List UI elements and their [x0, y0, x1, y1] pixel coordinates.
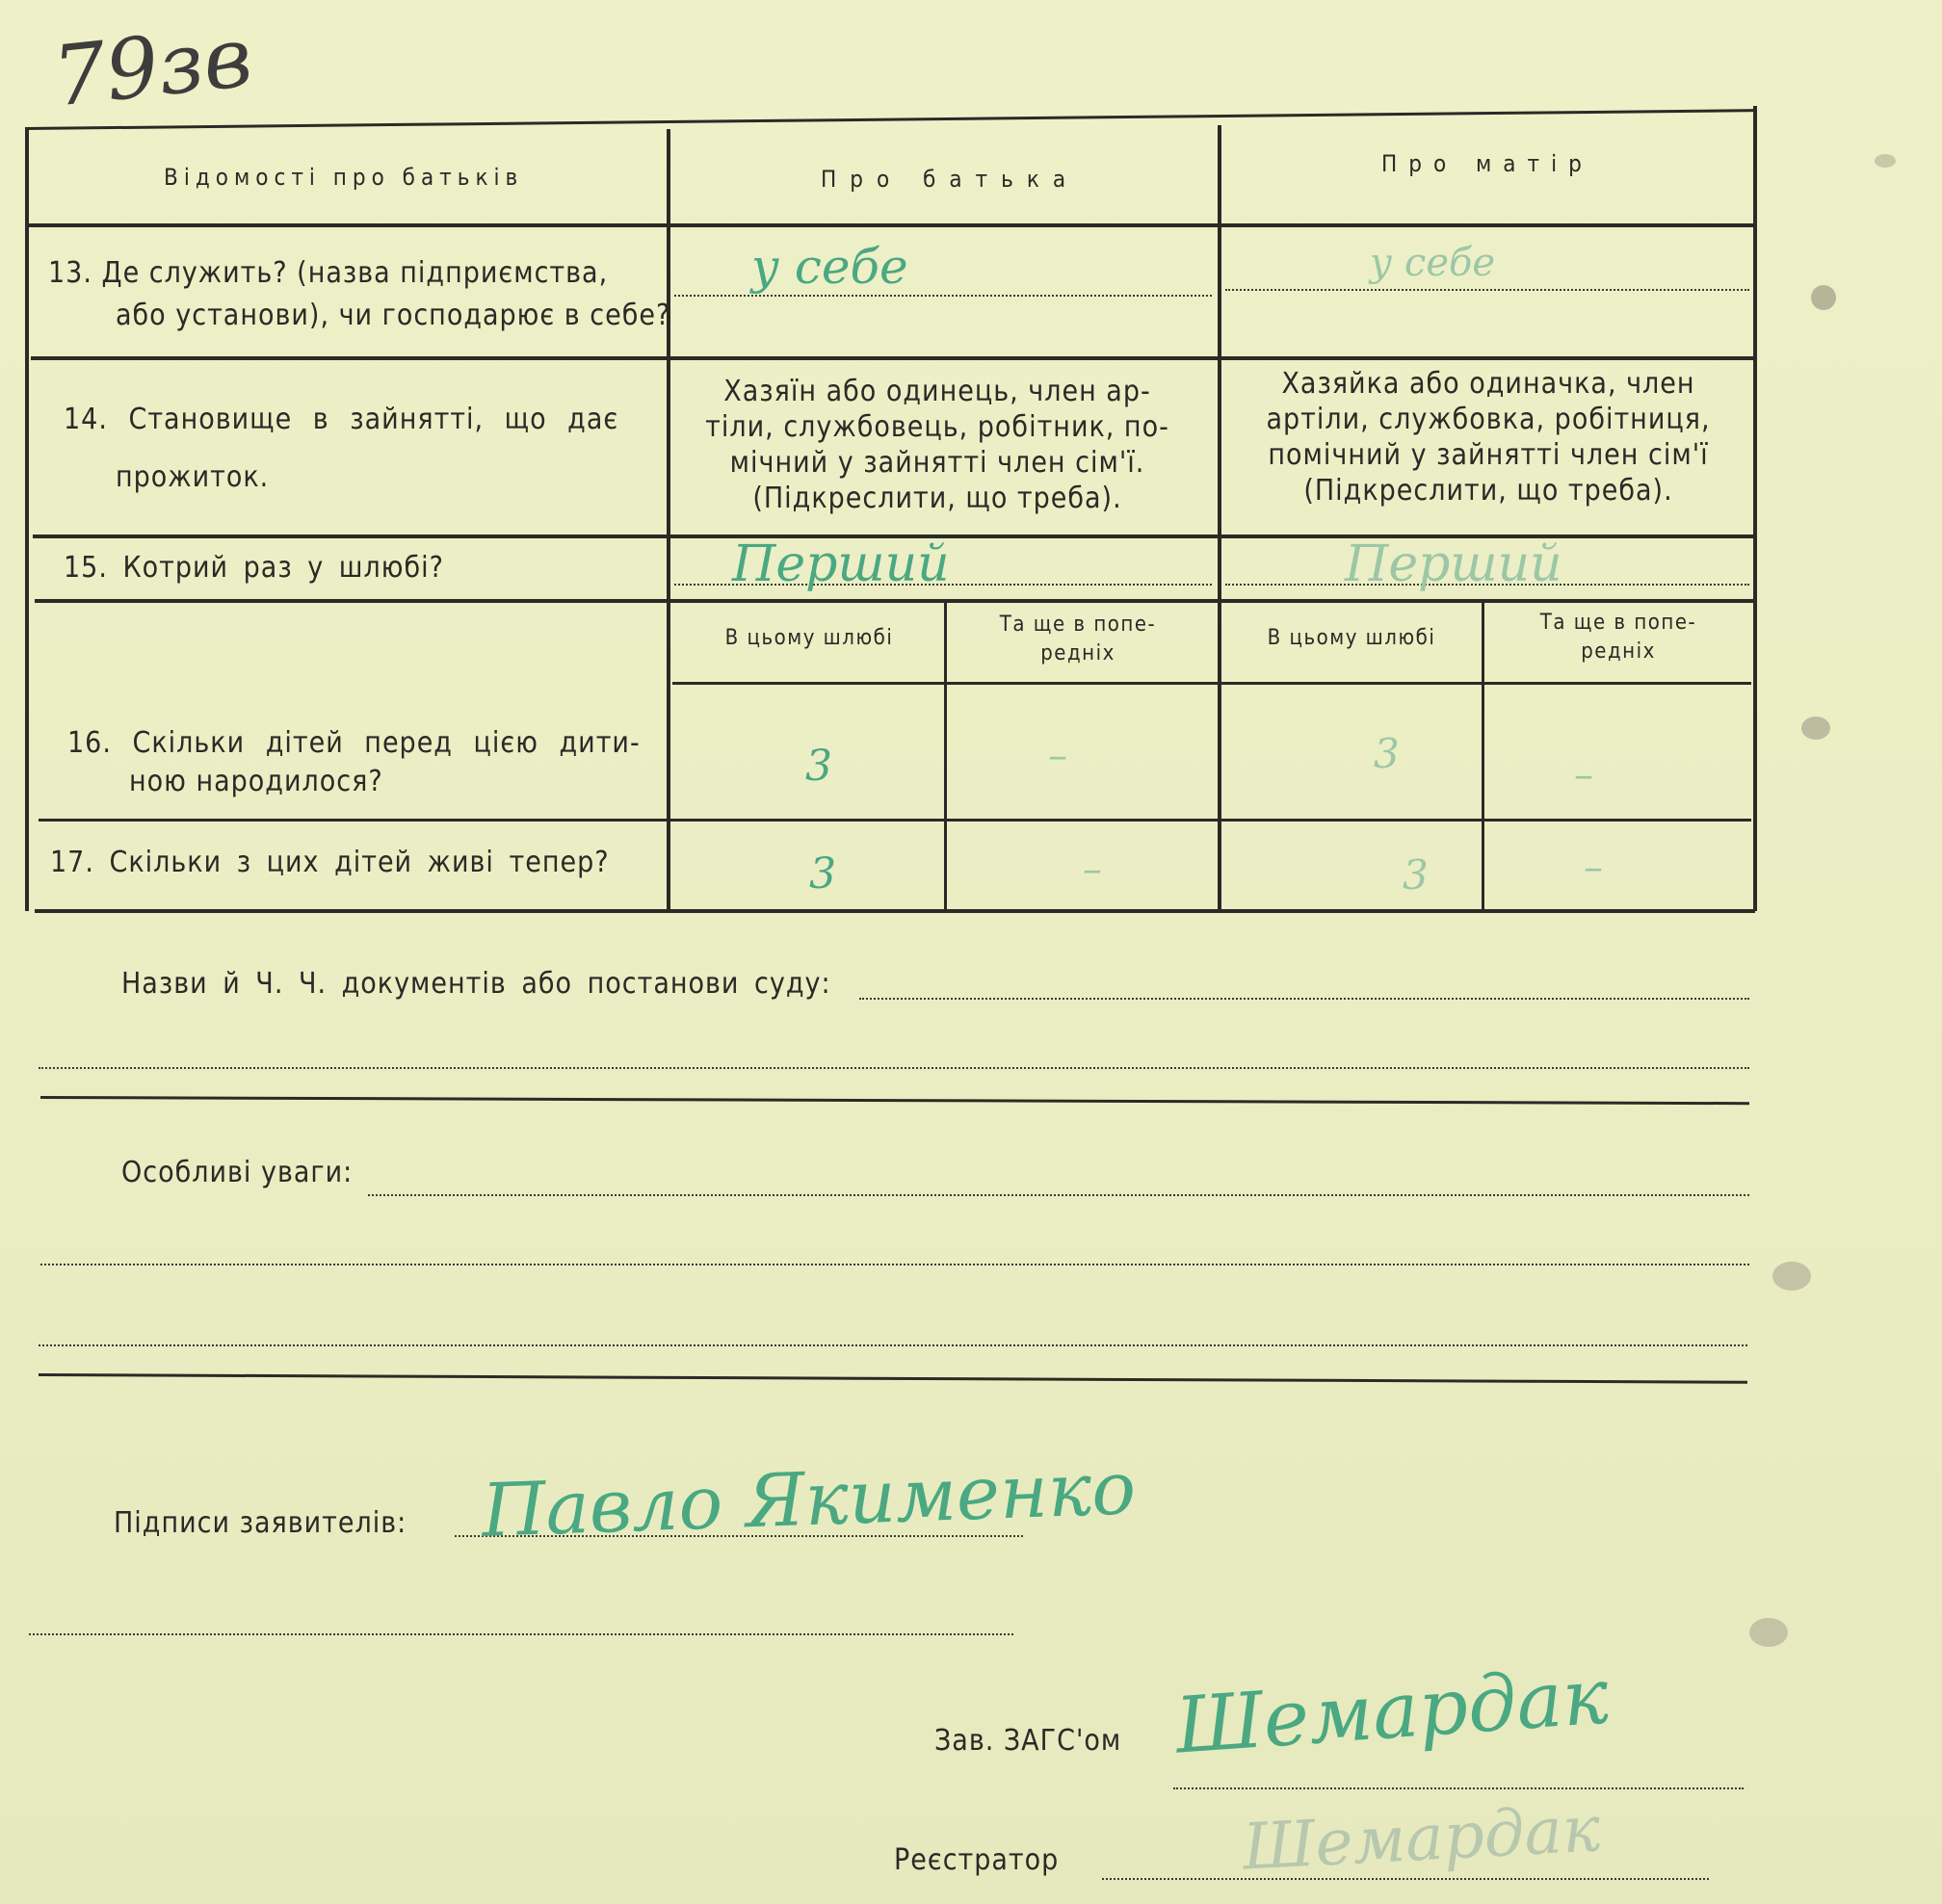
binding-hole [1875, 154, 1896, 168]
binding-hole [1772, 1262, 1811, 1291]
row-15-label: 15. Котрий раз у шлюбі? [64, 551, 444, 585]
mother-option-line: (Підкреслити, що треба). [1303, 474, 1673, 508]
applicants-signature: Павло Якименко [480, 1445, 1138, 1553]
sub-label-line2: редніх [1040, 641, 1115, 665]
binding-hole [1811, 285, 1836, 310]
header-father: Про батька [821, 166, 1080, 193]
row-17-mother-prev: – [1584, 846, 1603, 890]
sub-label-line1: Та ще в попе- [999, 613, 1157, 637]
header-mother: Про матір [1381, 150, 1593, 177]
row-16-father-this: 3 [805, 742, 832, 791]
row-16-label-line1: 16. Скільки дітей перед цією дити- [67, 726, 641, 760]
row-13-label-line1: 13. Де служить? (назва підприємства, [48, 256, 609, 290]
sub-label-line2: редніх [1581, 639, 1656, 664]
father-option-line: тіли, службовець, робітник, по- [705, 410, 1169, 444]
applicants-label: Підписи заявителів: [114, 1506, 407, 1540]
row-17-mother-this: 3 [1403, 851, 1429, 899]
row-16-mother-this: 3 [1374, 730, 1400, 777]
head-of-registry-label: Зав. ЗАГС'ом [934, 1724, 1122, 1758]
mother-option-line: артіли, службовка, робітниця, [1266, 403, 1711, 436]
father-option-line: Хазяїн або одинець, член ар- [723, 375, 1151, 408]
subheader-father-prev-marriages [948, 611, 1208, 668]
row-14-mother-options [1237, 366, 1740, 509]
subheader-father-this-marriage [674, 624, 944, 653]
mother-option-line: Хазяйка або одиначка, член [1281, 367, 1695, 401]
header-parents-info: Відомості про батьків [164, 164, 524, 191]
father-option-line: (Підкреслити, що треба). [752, 482, 1122, 515]
sub-label-line1: Та ще в попе- [1539, 611, 1697, 635]
mother-option-line: помічний у зайнятті член сім'ї [1268, 438, 1709, 472]
father-option-line: мічний у зайнятті член сім'ї. [729, 446, 1145, 480]
registrar-label: Реєстратор [894, 1843, 1060, 1877]
row-16-mother-prev: – [1574, 753, 1593, 797]
subheader-mother-prev-marriages [1485, 609, 1751, 666]
row-13-father-value: у себе [751, 239, 908, 295]
registrar-signature: Шемардак [1241, 1791, 1603, 1885]
binding-hole [1801, 717, 1830, 740]
documents-label: Назви й Ч. Ч. документів або постанови суду: [121, 967, 831, 1001]
remarks-label: Особливі уваги: [121, 1156, 354, 1189]
subheader-mother-this-marriage [1223, 624, 1480, 653]
sub-label: В цьому шлюбі [1267, 626, 1436, 650]
row-17-father-this: 3 [809, 849, 836, 899]
row-16-father-prev: – [1048, 734, 1067, 778]
row-14-father-options [686, 374, 1189, 516]
row-15-mother-value: Перший [1345, 535, 1562, 593]
row-15-father-value: Перший [732, 535, 950, 593]
row-16-label-line2: ною народилося? [129, 765, 383, 798]
head-of-registry-signature: Шемардак [1172, 1651, 1612, 1771]
row-13-mother-value: у себе [1370, 241, 1496, 285]
binding-hole [1749, 1618, 1788, 1647]
sub-label: В цьому шлюбі [724, 626, 894, 650]
page-number: 79зв [48, 9, 257, 126]
row-17-father-prev: – [1083, 848, 1102, 892]
row-17-label: 17. Скільки з цих дітей живі тепер? [50, 846, 610, 879]
row-14-label-line1: 14. Становище в зайнятті, що дає [64, 403, 619, 436]
row-14-label-line2: прожиток. [116, 460, 270, 494]
row-13-label-line2: або установи), чи господарює в себе? [116, 299, 671, 332]
